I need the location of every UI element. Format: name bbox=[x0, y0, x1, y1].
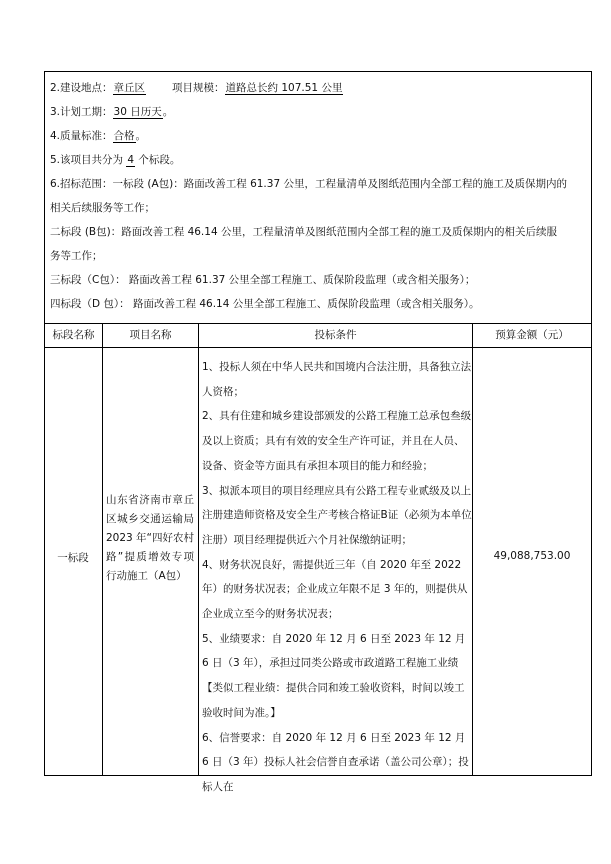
quality-label: 4.质量标准： bbox=[50, 130, 113, 142]
header-conditions: 投标条件 bbox=[314, 329, 357, 341]
duration-label: 3.计划工期： bbox=[50, 106, 113, 118]
duration-line bbox=[50, 100, 586, 124]
scope-a-line1: 6.招标范围：一标段 (A包)：路面改善工程 61.37 公里，工程量清单及图纸范围内全部工程的施工及质保期内的 bbox=[50, 178, 567, 190]
quality-line bbox=[50, 124, 586, 148]
site-and-scale-line bbox=[50, 76, 586, 100]
condition-item: 4、财务状况良好，需提供近三年（自 2020 年至 2022 年）的财务状况表；企业成立年限不足 3 年的，则提供从企业成立至今的财务状况表； bbox=[202, 558, 468, 621]
sections-count-suffix: 个标段。 bbox=[138, 154, 181, 166]
condition-item: 3、拟派本项目的项目经理应具有公路工程专业贰级及以上注册建造师资格及安全生产考核合格证B证（必须为本单位注册）项目经理提供近六个月社保缴纳证明； bbox=[202, 484, 472, 546]
header-project-name: 项目名称 bbox=[129, 329, 172, 341]
header-section-name: 标段名称 bbox=[52, 329, 95, 341]
project-info bbox=[45, 72, 591, 323]
conditions-cell bbox=[202, 355, 472, 800]
condition-item: 1、投标人须在中华人民共和国境内合法注册，具备独立法人资格； bbox=[202, 361, 472, 398]
site-label: 2.建设地点： bbox=[50, 82, 113, 94]
quality-end: 。 bbox=[135, 130, 147, 142]
duration-end: 。 bbox=[162, 106, 174, 118]
scope-d-line: 四标段（D 包）： 路面改善工程 46.14 公里全部工程施工、质保阶段监理（或含相关服务）。 bbox=[50, 298, 480, 310]
condition-item: 6、信誉要求：自 2020 年 12 月 6 日至 2023 年 12 月 6 日（3 年）投标人社会信誉自查承诺（盖公司公章）；投标人在 bbox=[202, 731, 469, 793]
sections-count-prefix: 5.该项目共分为 bbox=[50, 154, 124, 166]
sections-count-value: 4 bbox=[127, 154, 135, 166]
condition-item: 5、业绩要求：自 2020 年 12 月 6 日至 2023 年 12 月 6 日（3 年），承担过同类公路或市政道路工程施工业绩【类似工程业绩：提供合同和竣工验收资料，时间以竣工验收时间为准。】 bbox=[202, 632, 466, 719]
document-frame bbox=[44, 71, 592, 793]
sections-count-line bbox=[50, 148, 586, 172]
scope-b-line2: 务等工作； bbox=[50, 250, 103, 262]
duration-value: 30 日历天 bbox=[113, 106, 162, 118]
scale-label: 项目规模： bbox=[172, 82, 225, 94]
quality-value: 合格 bbox=[113, 130, 135, 142]
section-cell: 一标段 bbox=[57, 552, 89, 564]
scope-b-line1: 二标段 (B包)：路面改善工程 46.14 公里，工程量清单及图纸范围内全部工程的施工及质保期内的相关后续服 bbox=[50, 226, 557, 238]
scope-c-line: 三标段（C包）： 路面改善工程 61.37 公里全部工程施工、质保阶段监理（或含相关服务）； bbox=[50, 274, 476, 286]
scale-value: 道路总长约 107.51 公里 bbox=[225, 82, 343, 94]
site-value: 章丘区 bbox=[113, 82, 146, 94]
budget-cell: 49,088,753.00 bbox=[493, 550, 571, 562]
scope-a-line2: 相关后续服务等工作； bbox=[50, 202, 155, 214]
project-cell: 山东省济南市章丘区城乡交通运输局 2023 年“四好农村路”提质增效专项行动施工（A包） bbox=[106, 494, 194, 582]
condition-item: 2、具有住建和城乡建设部颁发的公路工程施工总承包叁级及以上资质；具有有效的安全生产许可证，并且在人员、设备、资金等方面具有承担本项目的能力和经验； bbox=[202, 410, 472, 472]
header-budget: 预算金额（元） bbox=[495, 329, 569, 341]
